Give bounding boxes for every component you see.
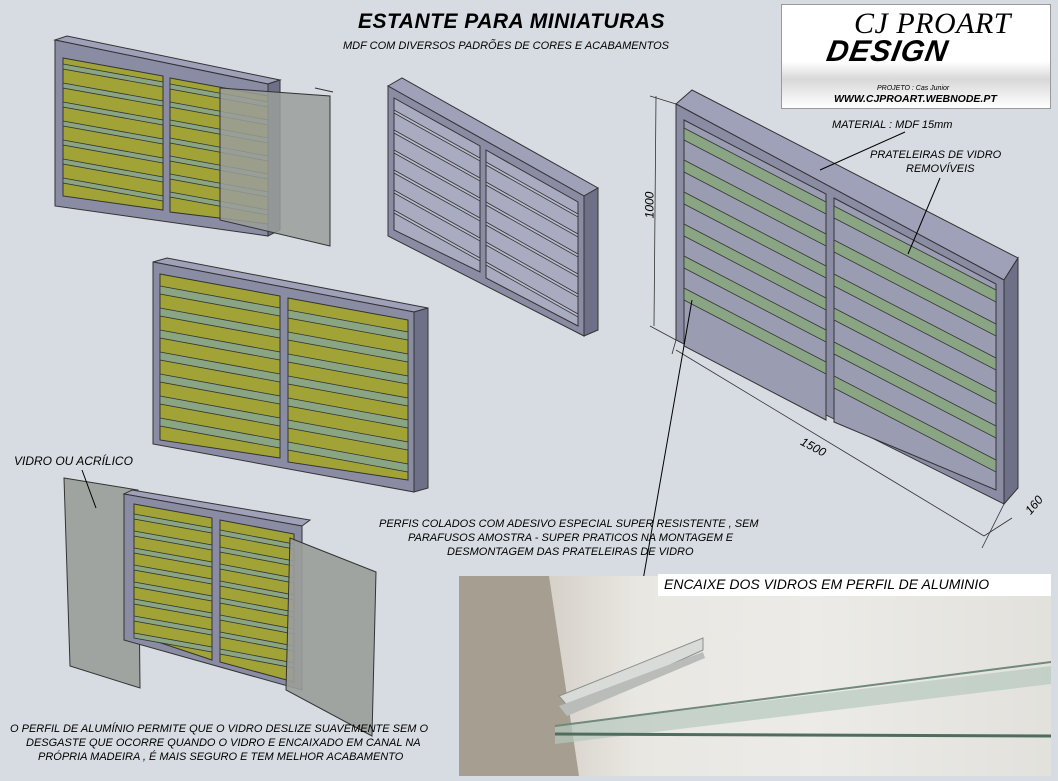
- dimension-depth: 160: [1022, 492, 1046, 518]
- cabinet-bottom-left: [64, 478, 376, 736]
- aluminium-profile-photo: [459, 576, 1051, 776]
- page-title: ESTANTE PARA MINIATURAS: [358, 10, 666, 33]
- cabinet-middle-left: [153, 258, 428, 492]
- label-bottom-line3: PRÓPRIA MADEIRA , É MAIS SEGURO E TEM MELHOR ACABAMENTO: [38, 751, 404, 763]
- logo-design: DESIGN: [824, 35, 952, 68]
- cabinet-top-left: [55, 36, 333, 246]
- label-glass: VIDRO OU ACRÍLICO: [14, 454, 133, 468]
- logo-website[interactable]: WWW.CJPROART.WEBNODE.PT: [834, 93, 997, 105]
- cabinet-top-middle: [388, 78, 598, 336]
- logo-project: PROJETO : Cas Junior: [877, 85, 950, 92]
- label-profiles-line3: DESMONTAGEM DAS PRATELEIRAS DE VIDRO: [447, 546, 694, 558]
- label-shelves-line2: REMOVÍVEIS: [906, 163, 975, 175]
- photo-caption: ENCAIXE DOS VIDROS EM PERFIL DE ALUMINIO: [658, 574, 1051, 596]
- label-bottom-line2: DESGASTE QUE OCORRE QUANDO O VIDRO E ENCAIXADO EM CANAL NA: [26, 737, 421, 749]
- label-profiles-line2: PARAFUSOS AMOSTRA - SUPER PRATICOS NA MONTAGEM E: [408, 532, 734, 544]
- label-bottom-line1: O PERFIL DE ALUMÍNIO PERMITE QUE O VIDRO DESLIZE SUAVEMENTE SEM O: [10, 723, 429, 735]
- label-profiles-line1: PERFIS COLADOS COM ADESIVO ESPECIAL SUPER RESISTENTE , SEM: [379, 518, 759, 530]
- logo-brand: CJ PROART: [854, 7, 1011, 40]
- dimension-width: 1500: [798, 434, 829, 460]
- page-subtitle: MDF COM DIVERSOS PADRÕES DE CORES E ACABAMENTOS: [343, 40, 669, 52]
- dimension-height: 1000: [642, 191, 657, 219]
- label-material: MATERIAL : MDF 15mm: [832, 119, 953, 131]
- label-shelves-line1: PRATELEIRAS DE VIDRO: [870, 149, 1002, 161]
